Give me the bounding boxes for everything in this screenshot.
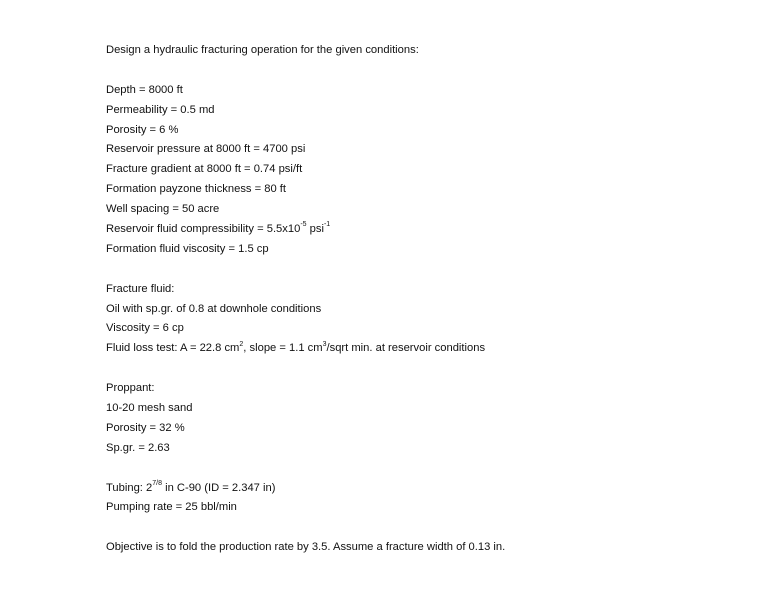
proppant-heading: Proppant: [106,382,155,395]
conditions-section [106,81,746,260]
proppant-spgr-line: Sp.gr. = 2.63 [106,441,170,454]
compressibility-unit-exponent: -1 [323,221,331,229]
tubing-line [106,479,746,499]
tubing-rest: in C-90 (ID = 2.347 in) [161,481,276,494]
pumping-rate-line: Pumping rate = 25 bbl/min [106,501,237,514]
proppant-porosity-line: Porosity = 32 % [106,421,185,434]
proppant-mesh-line: 10-20 mesh sand [106,402,193,415]
fluid-loss-rest-text: /sqrt min. at reservoir conditions [326,342,486,355]
fracture-gradient-line: Fracture gradient at 8000 ft = 0.74 psi/ft [106,163,303,176]
fluid-loss-a-exponent: 2 [239,340,244,348]
well-spacing-line: Well spacing = 50 acre [106,203,220,216]
compressibility-line [106,220,746,240]
objective-line: Objective is to fold the production rate by 3.5. Assume a fracture width of 0.13 in. [106,541,506,554]
fluid-loss-slope-text: , slope = 1.1 cm [243,342,323,355]
document-title: Design a hydraulic fracturing operation for the given conditions: [106,44,419,56]
fluid-loss-a-text: Fluid loss test: A = 22.8 cm [106,342,240,355]
fluid-viscosity-line: Viscosity = 6 cp [106,322,184,335]
tubing-size-exponent: 7/8 [152,479,162,487]
oil-line: Oil with sp.gr. of 0.8 at downhole conditions [106,302,322,315]
compressibility-exponent: -5 [300,221,307,229]
viscosity-line: Formation fluid viscosity = 1.5 cp [106,242,269,255]
depth-line: Depth = 8000 ft [106,83,183,96]
porosity-line: Porosity = 6 % [106,123,179,136]
proppant-section [106,379,746,459]
fluid-loss-line [106,339,746,359]
payzone-thickness-line: Formation payzone thickness = 80 ft [106,183,287,196]
tubing-prefix: Tubing: 2 [106,481,153,494]
fluid-loss-slope-exponent: 3 [322,340,327,348]
tubing-section [106,479,746,519]
reservoir-pressure-line: Reservoir pressure at 8000 ft = 4700 psi [106,143,306,156]
compressibility-text: Reservoir fluid compressibility = 5.5x10 [106,223,301,236]
document-body [106,41,746,558]
fracture-fluid-section [106,280,746,360]
fracture-fluid-heading: Fracture fluid: [106,282,175,295]
permeability-line: Permeability = 0.5 md [106,103,215,116]
compressibility-unit: psi [306,223,324,236]
